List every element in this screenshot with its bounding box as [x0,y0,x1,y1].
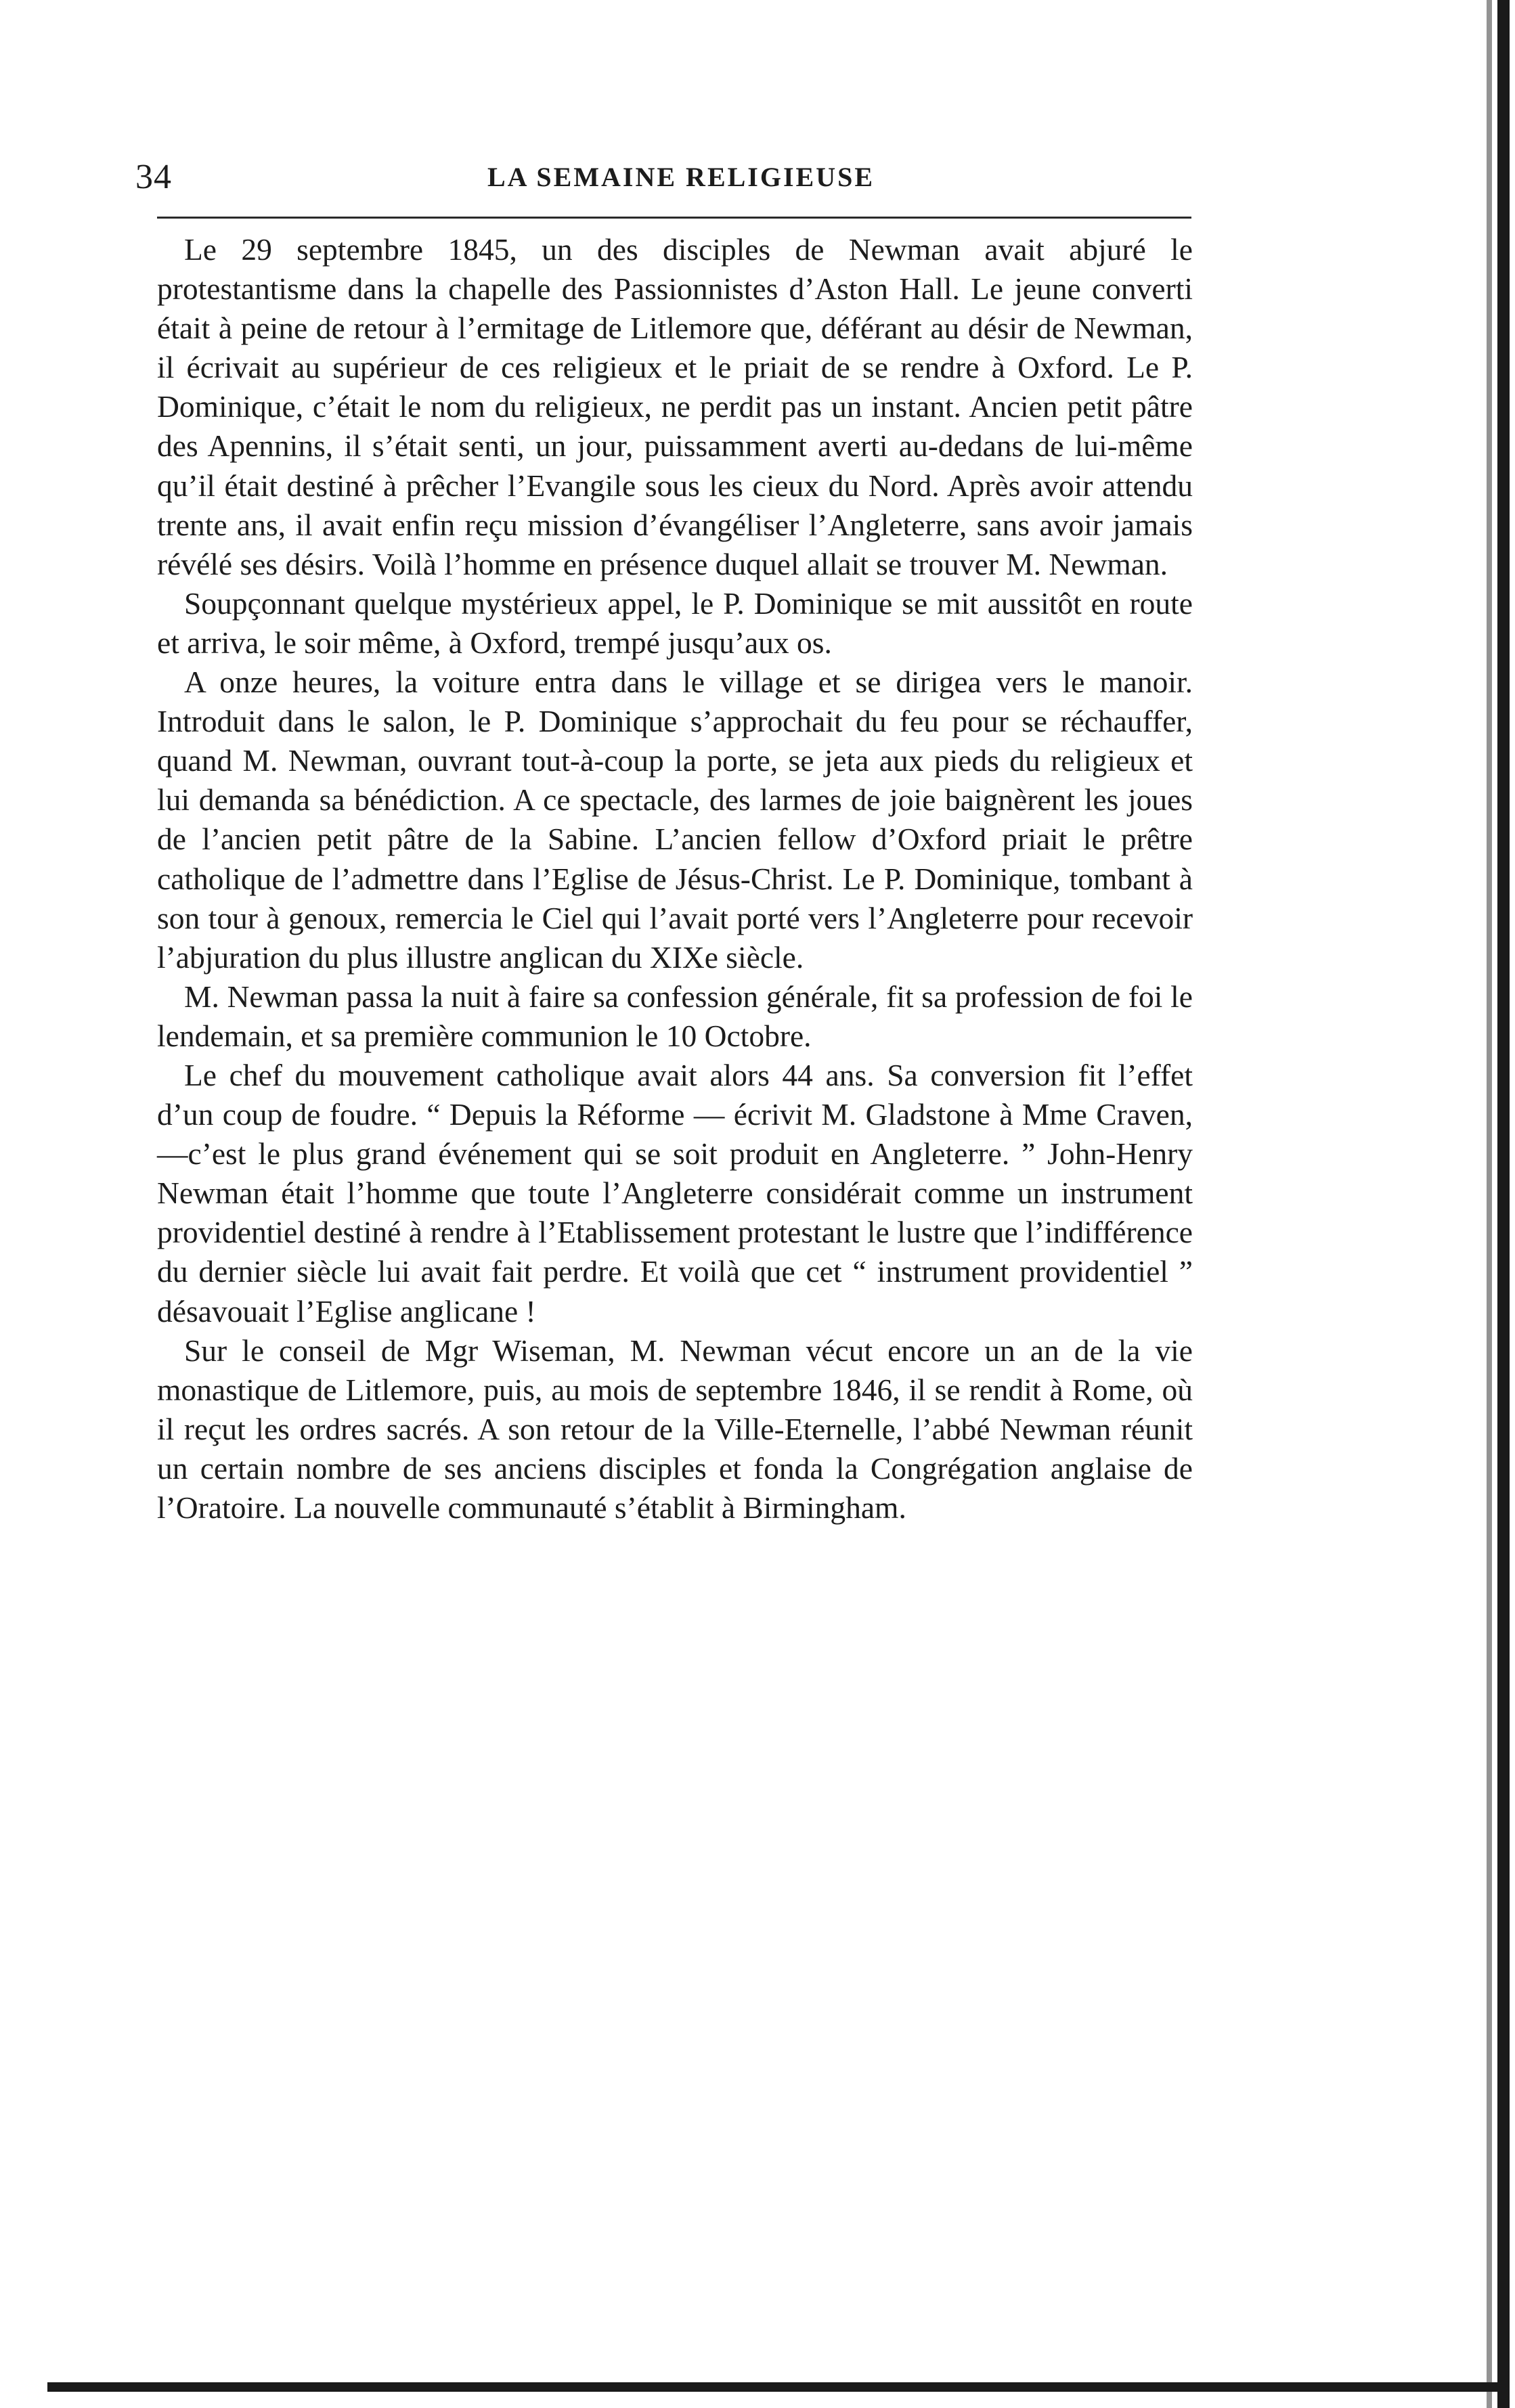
page-shadow-right [1487,0,1492,2408]
header-rule [157,217,1191,219]
paragraph-reaction: Le chef du mouvement catholique avait alors 44 ans. Sa conversion fit l’effet d’un coup de foudre. “ Depuis la Réforme — écrivit M. Gladstone à Mme Craven,—c’est le plus grand événement qui se soit produit en Angleterre. ” John-Henry Newman était l’homme que toute l’Angleterre considérait comme un instrument providentiel destiné à rendre à l’Etablissement protestant le lustre que l’indifférence du dernier siècle lui avait fait perdre. Et voilà que cet “ instrument providentiel ” désavouait l’Eglise anglicane ! [157,1057,1193,1329]
running-title: LA SEMAINE RELIGIEUSE [487,162,875,192]
text-body [157,230,1193,2355]
page-edge-bottom [47,2382,1497,2392]
page-number: 34 [135,158,172,196]
paragraph-oratory: Sur le conseil de Mgr Wiseman, M. Newman vécut encore un an de la vie monastique de Litlemore, puis, au mois de septembre 1846, il se rendit à Rome, où il reçut les ordres sacrés. A son retour de la Ville-Eternelle, l’abbé Newman réunit un certain nombre de ses anciens disciples et fonda la Congrégation anglaise de l’Oratoire. La nouvelle communauté s’établit à Birmingham. [157,1333,1193,1525]
paragraph-confession: M. Newman passa la nuit à faire sa confession générale, fit sa profession de foi le lendemain, et sa première communion le 10 Octobre. [157,979,1193,1053]
paragraph-departure-oxford: Soupçonnant quelque mystérieux appel, le P. Dominique se mit aussitôt en route et arriva, le soir même, à Oxford, trempé jusqu’aux os. [157,585,1193,660]
running-head [135,157,1191,218]
paragraph-conversion-disciple: Le 29 septembre 1845, un des disciples de Newman avait abjuré le protestantisme dans la chapelle des Passionnistes d’Aston Hall. Le jeune converti était à peine de retour à l’ermitage de Litlemore que, déférant au désir de Newman, il écrivait au supérieur de ces religieux et le priait de se rendre à Oxford. Le P. Dominique, c’était le nom du religieux, ne perdit pas un instant. Ancien petit pâtre des Apennins, il s’était senti, un jour, puissamment averti au-dedans de lui-même qu’il était destiné à prêcher l’Evangile sous les cieux du Nord. Après avoir attendu trente ans, il avait enfin reçu mission d’évangéliser l’Angleterre, sans avoir jamais révélé ses désirs. Voilà l’homme en présence duquel allait se trouver M. Newman. [157,232,1193,581]
page-edge-right [1497,0,1510,2408]
paragraph-arrival-manor: A onze heures, la voiture entra dans le village et se dirigea vers le manoir. Introduit dans le salon, le P. Dominique s’approchait du feu pour se réchauffer, quand M. Newman, ouvrant tout-à-coup la porte, se jeta aux pieds du religieux et lui demanda sa bénédiction. A ce spectacle, des larmes de joie baignèrent les joues de l’ancien petit pâtre de la Sabine. L’ancien fellow d’Oxford priait le prêtre catholique de l’admettre dans l’Eglise de Jésus-Christ. Le P. Dominique, tombant à son tour à genoux, remercia le Ciel qui l’avait porté vers l’Angleterre pour recevoir l’abjuration du plus illustre anglican du XIXe siècle. [157,665,1193,975]
